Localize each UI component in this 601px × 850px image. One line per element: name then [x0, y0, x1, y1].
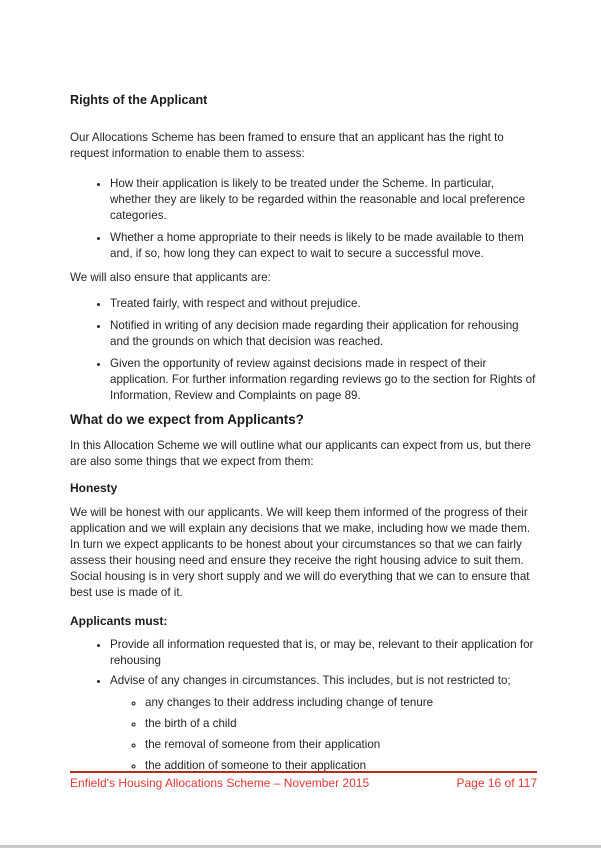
list-item: • Provide all information requested that is, or may be, relevant to their application for rehousing	[110, 637, 537, 669]
musts-bullet-list	[70, 637, 537, 773]
list-item: • How their application is likely to be treated under the Scheme. In particular, whether they are likely to be regarded within the reasonable and local preference categories.	[110, 176, 537, 224]
ensure-intro-paragraph: We will also ensure that applicants are:	[70, 271, 271, 284]
list-item: • Notified in writing of any decision made regarding their application for rehousing and the grounds on which that decision was reached.	[110, 318, 537, 350]
list-item: • Whether a home appropriate to their needs is likely to be made available to them and, if so, how long they can expect to wait to secure a successful move.	[110, 230, 537, 262]
sub-list-item: ◦ any changes to their address including change of tenure	[145, 695, 537, 710]
footer-page-number: Page 16 of 117	[456, 776, 537, 790]
list-item-text: Advise of any changes in circumstances. This includes, but is not restricted to;	[110, 674, 511, 687]
honesty-paragraph: We will be honest with our applicants. We will keep them informed of the progress of their application and we will explain any decisions that we make, including how we made them. In turn we expect applicants to be honest about your circumstances so that we can fairly assess their housing need and ensure they receive the right housing advice to suit them. Social housing is in very short supply and we will do everything that we can to ensure that best use is made of it.	[70, 506, 531, 599]
rights-intro-paragraph: Our Allocations Scheme has been framed to ensure that an applicant has the right to request information to enable them to assess:	[70, 131, 504, 160]
changes-sub-bullet-list	[110, 695, 537, 773]
sub-list-item: ◦ the removal of someone from their application	[145, 737, 537, 752]
sub-list-item: ◦ the birth of a child	[145, 716, 537, 731]
subheading-honesty: Honesty	[70, 481, 118, 495]
section-heading-what-we-expect: What do we expect from Applicants?	[70, 412, 304, 427]
page-bottom-edge	[0, 845, 601, 848]
subheading-applicants-must: Applicants must:	[70, 614, 168, 628]
ensure-bullet-list	[70, 296, 537, 404]
expect-intro-paragraph: In this Allocation Scheme we will outline what our applicants can expect from us, but there are also some things that we expect from them:	[70, 439, 531, 468]
section-heading-rights-of-applicant: Rights of the Applicant	[70, 93, 208, 107]
list-item	[110, 673, 537, 773]
footer-document-title: Enfield's Housing Allocations Scheme – November 2015	[70, 776, 370, 790]
list-item: • Treated fairly, with respect and without prejudice.	[110, 296, 537, 312]
footer-text-row	[70, 773, 537, 791]
page-footer	[70, 771, 537, 791]
sub-list-item: ◦ the addition of someone to their application	[145, 758, 537, 773]
list-item: • Given the opportunity of review against decisions made in respect of their application. For further information regarding reviews go to the section for Rights of Information, Review and Complaints on page 89.	[110, 356, 537, 404]
rights-bullet-list	[70, 176, 537, 262]
